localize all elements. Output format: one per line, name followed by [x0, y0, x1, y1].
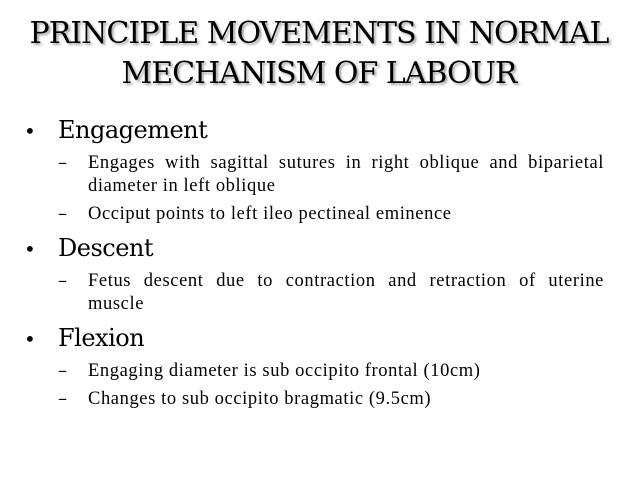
slide-title — [20, 14, 618, 94]
sub-dash: – — [58, 388, 67, 409]
bullet-label: Flexion — [58, 324, 145, 352]
sub-item — [58, 387, 604, 411]
sub-item — [58, 202, 604, 226]
bullet-label: Engagement — [58, 116, 208, 144]
title-line-2: MECHANISM OF LABOUR — [121, 56, 517, 91]
sub-dash: – — [58, 203, 67, 224]
sub-dash: – — [58, 152, 67, 173]
bullet-descent — [24, 232, 604, 265]
bullet-dot: • — [24, 119, 36, 143]
title-line-1: PRINCIPLE MOVEMENTS IN NORMAL — [29, 16, 609, 51]
bullet-engagement — [24, 114, 604, 147]
bullet-dot: • — [24, 327, 36, 351]
sub-item — [58, 359, 604, 383]
sub-dash: – — [58, 360, 67, 381]
bullet-flexion — [24, 322, 604, 355]
sub-text: Changes to sub occipito bragmatic (9.5cm) — [88, 389, 432, 409]
sub-text: Fetus descent due to contraction and retraction of uterine muscle — [88, 271, 604, 314]
sub-item — [58, 269, 604, 316]
sub-text: Occiput points to left ileo pectineal eminence — [88, 204, 452, 224]
bullet-list — [24, 112, 604, 411]
sub-text: Engages with sagittal sutures in right oblique and biparietal diameter in left oblique — [88, 153, 604, 196]
sub-dash: – — [58, 270, 67, 291]
bullet-dot: • — [24, 237, 36, 261]
sub-text: Engaging diameter is sub occipito frontal (10cm) — [88, 361, 481, 381]
bullet-label: Descent — [58, 234, 154, 262]
sub-item — [58, 151, 604, 198]
